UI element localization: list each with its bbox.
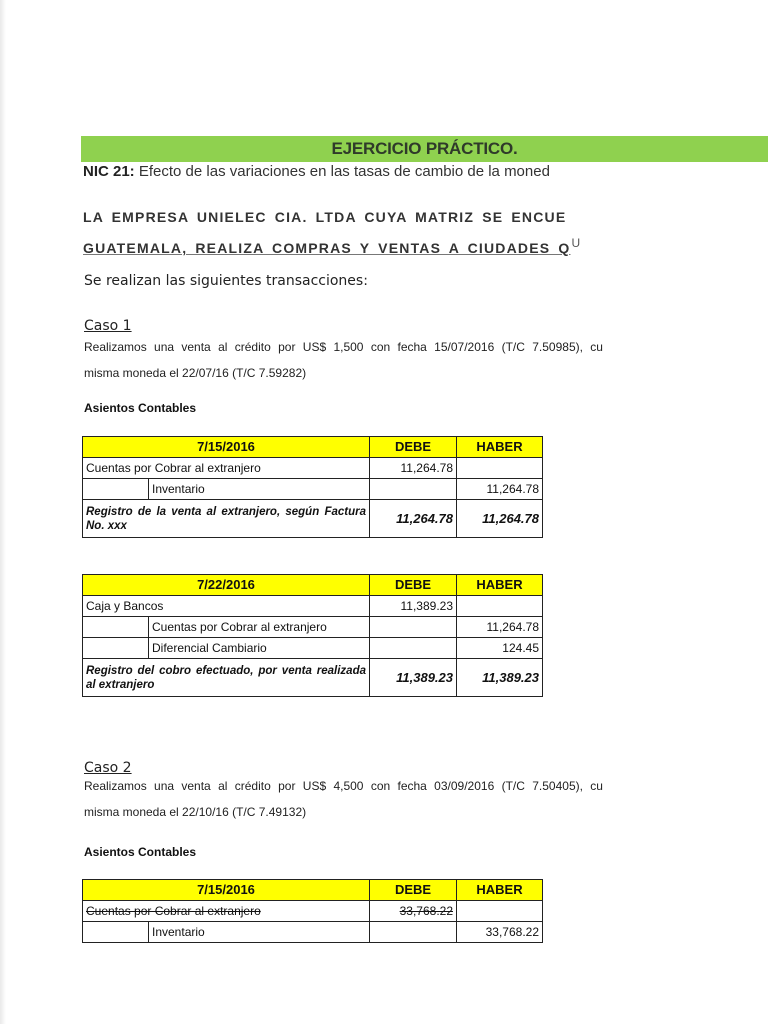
ledger-account: Diferencial Cambiario: [149, 638, 370, 659]
nic-subtitle: [83, 162, 618, 182]
ledger-row: [83, 617, 543, 638]
ledger-haber-header: HABER: [457, 437, 543, 458]
ledger-haber: 124.45: [457, 638, 543, 659]
ledger-total-row: [83, 500, 543, 538]
ledger-indent: [83, 617, 149, 638]
ledger-account: Caja y Bancos: [83, 596, 370, 617]
ledger-note: Registro de la venta al extranjero, según Factura No. xxx: [83, 500, 370, 538]
caso-1-asientos-label: Asientos Contables: [84, 401, 197, 415]
page-edge: [0, 0, 6, 1024]
ledger-haber-header: HABER: [457, 880, 543, 901]
ledger-date: 7/15/2016: [83, 437, 370, 458]
company-line-2: GUATEMALA, REALIZA COMPRAS Y VENTAS A CIUDADES Q: [83, 240, 571, 256]
ledger-total-debe: 11,389.23: [370, 659, 457, 697]
ledger-total-haber: 11,264.78: [457, 500, 543, 538]
caso-2-asientos-label: Asientos Contables: [84, 845, 197, 859]
caso-2-ledger-1: [82, 879, 543, 943]
caso-2-desc-line-2: misma moneda el 22/10/16 (T/C 7.49132): [84, 805, 307, 819]
caso-1-title: Caso 1: [84, 318, 132, 334]
ledger-row: [83, 638, 543, 659]
ledger-indent: [83, 922, 149, 943]
ledger-debe: [370, 479, 457, 500]
ledger-indent: [83, 638, 149, 659]
ledger-header-row: [83, 575, 543, 596]
nic-text: Efecto de las variaciones en las tasas de cambio de la moned: [138, 163, 550, 180]
ledger-debe-header: DEBE: [370, 437, 457, 458]
ledger-haber: 11,264.78: [457, 617, 543, 638]
ledger-header-row: [83, 437, 543, 458]
ledger-row: [83, 596, 543, 617]
company-line-2-sup: U: [571, 236, 581, 250]
company-line-2-wrap: [83, 230, 613, 256]
ledger-debe-header: DEBE: [370, 880, 457, 901]
ledger-account: Cuentas por Cobrar al extranjero: [83, 458, 370, 479]
ledger-debe: [370, 617, 457, 638]
ledger-haber: [457, 596, 543, 617]
ledger-account: Inventario: [149, 479, 370, 500]
ledger-debe: [370, 922, 457, 943]
ledger-row: [83, 901, 543, 922]
ledger-total-debe: 11,264.78: [370, 500, 457, 538]
caso-2-desc-line-1: Realizamos una venta al crédito por US$ 4,500 con fecha 03/09/2016 (T/C 7.50405), cu: [84, 779, 603, 793]
ledger-account: Inventario: [149, 922, 370, 943]
ledger-note: Registro del cobro efectuado, por venta realizada al extranjero: [83, 659, 370, 697]
ledger-row: [83, 922, 543, 943]
ledger-indent: [83, 479, 149, 500]
caso-2-description: [84, 776, 614, 822]
ledger-debe: 11,264.78: [370, 458, 457, 479]
company-statement: [83, 204, 613, 256]
ledger-debe: 33,768.22: [370, 901, 457, 922]
ledger-debe-header: DEBE: [370, 575, 457, 596]
caso-2-title: Caso 2: [84, 760, 132, 776]
caso-1-ledger-1: [82, 436, 543, 538]
ledger-row: [83, 479, 543, 500]
ledger-debe: [370, 638, 457, 659]
nic-label: NIC 21:: [83, 163, 135, 180]
page-title-banner: [81, 136, 768, 162]
ledger-haber-header: HABER: [457, 575, 543, 596]
caso-1-desc-line-1: Realizamos una venta al crédito por US$ 1,500 con fecha 15/07/2016 (T/C 7.50985), cu: [84, 340, 603, 354]
caso-1-desc-line-2: misma moneda el 22/07/16 (T/C 7.59282): [84, 366, 307, 380]
ledger-row: [83, 458, 543, 479]
ledger-account: Cuentas por Cobrar al extranjero: [149, 617, 370, 638]
intro-text: Se realizan las siguientes transacciones:: [84, 273, 368, 289]
ledger-header-row: [83, 880, 543, 901]
ledger-date: 7/15/2016: [83, 880, 370, 901]
ledger-account: Cuentas por Cobrar al extranjero: [83, 901, 370, 922]
caso-1-ledger-2: [82, 574, 543, 697]
ledger-date: 7/22/2016: [83, 575, 370, 596]
ledger-haber: 11,264.78: [457, 479, 543, 500]
ledger-haber: 33,768.22: [457, 922, 543, 943]
ledger-total-row: [83, 659, 543, 697]
ledger-debe: 11,389.23: [370, 596, 457, 617]
ledger-haber: [457, 458, 543, 479]
company-line-1: LA EMPRESA UNIELEC CIA. LTDA CUYA MATRIZ SE ENCUE: [83, 209, 567, 225]
caso-1-description: [84, 337, 614, 383]
ledger-haber: [457, 901, 543, 922]
page-title: EJERCICIO PRÁCTICO.: [331, 139, 518, 158]
ledger-total-haber: 11,389.23: [457, 659, 543, 697]
